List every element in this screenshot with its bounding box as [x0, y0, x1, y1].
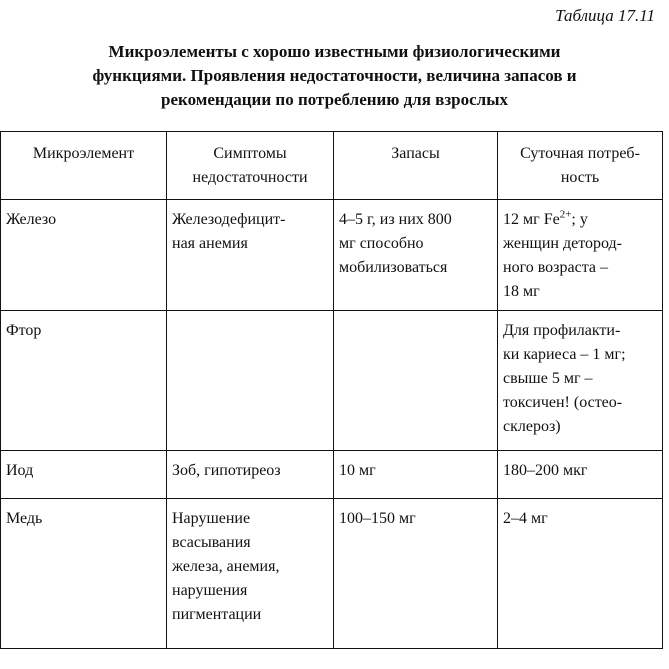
cell-stores: 100–150 мг [334, 499, 498, 649]
caption-line: рекомендации по потреблению для взрослых [161, 90, 508, 109]
header-row [1, 132, 663, 200]
header-stores: Запасы [334, 132, 498, 200]
microelements-table [0, 131, 663, 649]
table-number: Таблица 17.11 [555, 6, 655, 25]
table-row [1, 451, 663, 499]
cell-daily-need: Для профилакти- ки кариеса – 1 мг; свыше 5 мг – токсичен! (остео- склероз) [498, 311, 663, 451]
cell-element: Медь [1, 499, 167, 649]
need-text: ; у женщин детород- ного возраста – 18 мг [503, 211, 622, 300]
ion-charge-superscript: 2+ [559, 208, 572, 221]
cell-element: Железо [1, 200, 167, 311]
cell-daily-need: 180–200 мкг [498, 451, 663, 499]
header-symptoms: Симптомы недостаточности [167, 132, 334, 200]
cell-element: Фтор [1, 311, 167, 451]
need-text: 12 мг Fe [503, 211, 560, 228]
cell-symptoms: Железодефицит- ная анемия [167, 200, 334, 311]
header-microelement: Микроэлемент [1, 132, 167, 200]
cell-stores: 4–5 г, из них 800 мг способно мобилизоваться [334, 200, 498, 311]
cell-daily-need: 2–4 мг [498, 499, 663, 649]
table-row [1, 200, 663, 311]
caption-line: функциями. Проявления недостаточности, величина запасов и [92, 66, 577, 85]
cell-symptoms [167, 311, 334, 451]
header-daily-need: Суточная потреб- ность [498, 132, 663, 200]
table-row [1, 311, 663, 451]
cell-symptoms: Зоб, гипотиреоз [167, 451, 334, 499]
cell-daily-need [498, 200, 663, 311]
table-row [1, 499, 663, 649]
cell-stores: 10 мг [334, 451, 498, 499]
cell-element: Иод [1, 451, 167, 499]
table-caption [0, 40, 669, 112]
cell-stores [334, 311, 498, 451]
cell-symptoms: Нарушение всасывания железа, анемия, нарушения пигментации [167, 499, 334, 649]
caption-line: Микроэлементы с хорошо известными физиологическими [108, 42, 561, 61]
